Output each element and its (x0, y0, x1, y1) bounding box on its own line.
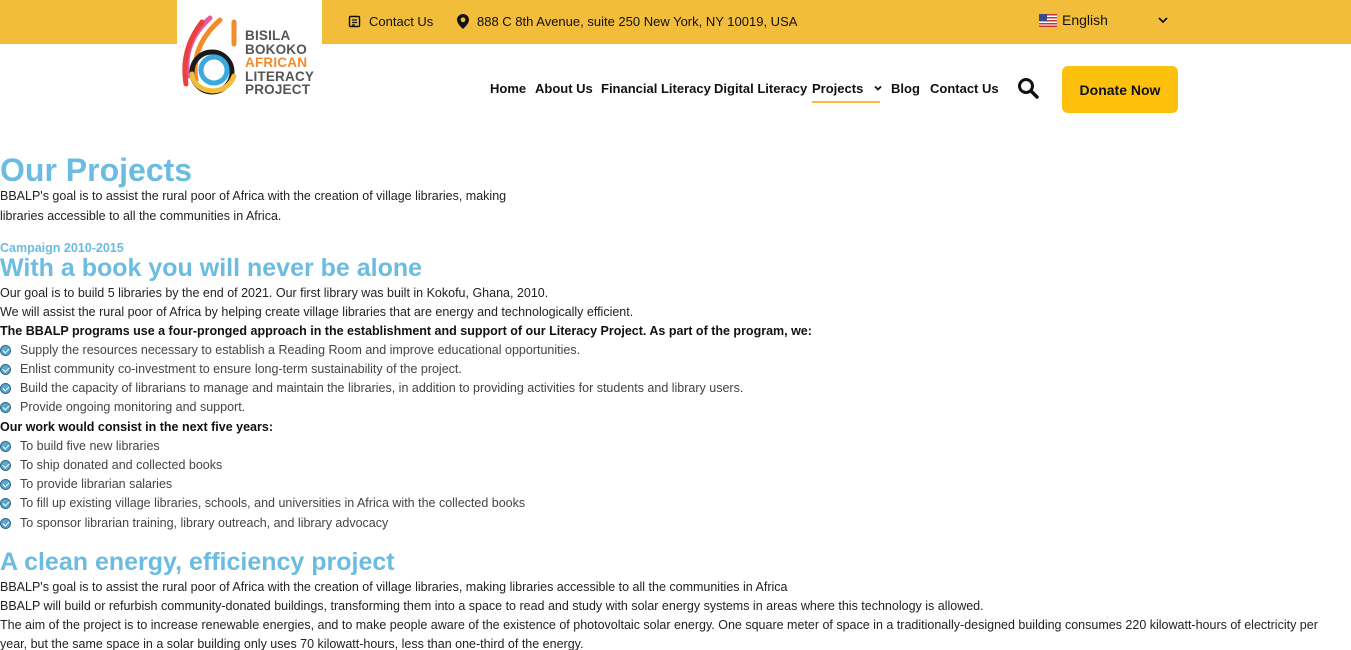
clean-paragraph-3: The aim of the project is to increase renewable energies, and to make people aware of the existence of photovoltaic solar energy. One square meter of space in a traditionally-designed building consumes 220 kilowatt-hours of electricity per (0, 618, 1318, 632)
list-item (0, 458, 222, 472)
logo-mark-icon (180, 14, 244, 100)
topbar-contact-label: Contact Us (369, 14, 434, 29)
location-pin-icon (457, 14, 469, 29)
language-label: English (1062, 12, 1108, 28)
check-bullet-icon (0, 498, 11, 509)
check-bullet-icon (0, 402, 11, 413)
intro-line-2: libraries accessible to all the communities in Africa. (0, 209, 282, 223)
list-item-text: Build the capacity of librarians to manage and maintain the libraries, in addition to providing activities for students and library users. (20, 381, 744, 395)
list-item-text: Provide ongoing monitoring and support. (20, 400, 246, 414)
book-paragraph-1: Our goal is to build 5 libraries by the end of 2021. Our first library was built in Kokofu, Ghana, 2010. (0, 286, 549, 300)
book-section-title: With a book you will never be alone (0, 254, 423, 282)
list-item (0, 381, 743, 395)
list-item (0, 516, 388, 530)
clean-energy-title: A clean energy, efficiency project (0, 548, 395, 576)
list-item-text: Enlist community co-investment to ensure long-term sustainability of the project. (20, 362, 462, 376)
nav-home[interactable]: Home (490, 81, 527, 96)
nav-projects-label: Projects (812, 81, 864, 96)
nav-digital-literacy[interactable]: Digital Literacy (714, 81, 808, 96)
nav-financial-literacy[interactable]: Financial Literacy (601, 81, 711, 96)
programs-intro: The BBALP programs use a four-pronged approach in the establishment and support of our Literacy Project. As part of the program, we: (0, 324, 812, 338)
list-item-text: To build five new libraries (20, 439, 160, 453)
logo-wordmark (245, 29, 314, 97)
chevron-down-icon (873, 83, 883, 93)
list-item (0, 362, 462, 376)
check-bullet-icon (0, 345, 11, 356)
chevron-down-icon (1157, 14, 1169, 26)
search-icon[interactable] (1017, 77, 1039, 99)
list-item (0, 496, 525, 510)
check-bullet-icon (0, 441, 11, 452)
list-item-text: To fill up existing village libraries, schools, and universities in Africa with the collected books (20, 496, 526, 510)
logo-line-3: AFRICAN (245, 55, 308, 70)
check-bullet-icon (0, 460, 11, 471)
list-item-text: To provide librarian salaries (20, 477, 173, 491)
donate-now-button[interactable]: Donate Now (1062, 66, 1178, 113)
list-item (0, 343, 580, 357)
list-item (0, 477, 172, 491)
topbar-address (457, 14, 797, 29)
logo-line-5: PROJECT (245, 82, 311, 97)
intro-line-1: BBALP's goal is to assist the rural poor of Africa with the creation of village libraries, making (0, 189, 507, 203)
nav-about-us[interactable]: About Us (535, 81, 593, 96)
contact-card-icon (348, 15, 361, 28)
page-title: Our Projects (0, 152, 193, 188)
list-item-text: To ship donated and collected books (20, 458, 223, 472)
check-bullet-icon (0, 383, 11, 394)
topbar-address-text: 888 C 8th Avenue, suite 250 New York, NY 10019, USA (477, 14, 798, 29)
nav-contact-us[interactable]: Contact Us (930, 81, 999, 96)
us-flag-icon (1039, 14, 1057, 27)
campaign-label: Campaign 2010-2015 (0, 241, 124, 255)
check-bullet-icon (0, 364, 11, 375)
list-item-text: Supply the resources necessary to establish a Reading Room and improve educational opportunities. (20, 343, 581, 357)
logo-line-2: BOKOKO (245, 41, 307, 57)
list-item (0, 439, 160, 453)
list-item-text: To sponsor librarian training, library outreach, and library advocacy (20, 516, 389, 530)
nav-projects[interactable] (812, 81, 880, 103)
nav-blog[interactable]: Blog (891, 81, 920, 96)
list-item (0, 400, 245, 414)
check-bullet-icon (0, 479, 11, 490)
topbar-contact-link[interactable] (348, 14, 433, 29)
clean-paragraph-1: BBALP's goal is to assist the rural poor of Africa with the creation of village libraries, making libraries accessible to all the communities in Africa (0, 580, 788, 594)
clean-paragraph-2: BBALP will build or refurbish community-donated buildings, transforming them into a space to read and study with solar energy systems in areas where this technology is allowed. (0, 599, 984, 613)
language-selector[interactable] (1039, 12, 1169, 28)
book-paragraph-2: We will assist the rural poor of Africa by helping create village libraries that are energy and technologically efficient. (0, 305, 634, 319)
clean-paragraph-4: year, but the same space in a solar building only uses 70 kilowatt-hours, less than one-third of the energy. (0, 637, 584, 650)
check-bullet-icon (0, 518, 11, 529)
logo-line-1: BISILA (245, 28, 291, 43)
work-intro: Our work would consist in the next five years: (0, 420, 273, 434)
site-logo[interactable] (177, 0, 322, 108)
logo-line-4: LITERACY (245, 68, 315, 84)
